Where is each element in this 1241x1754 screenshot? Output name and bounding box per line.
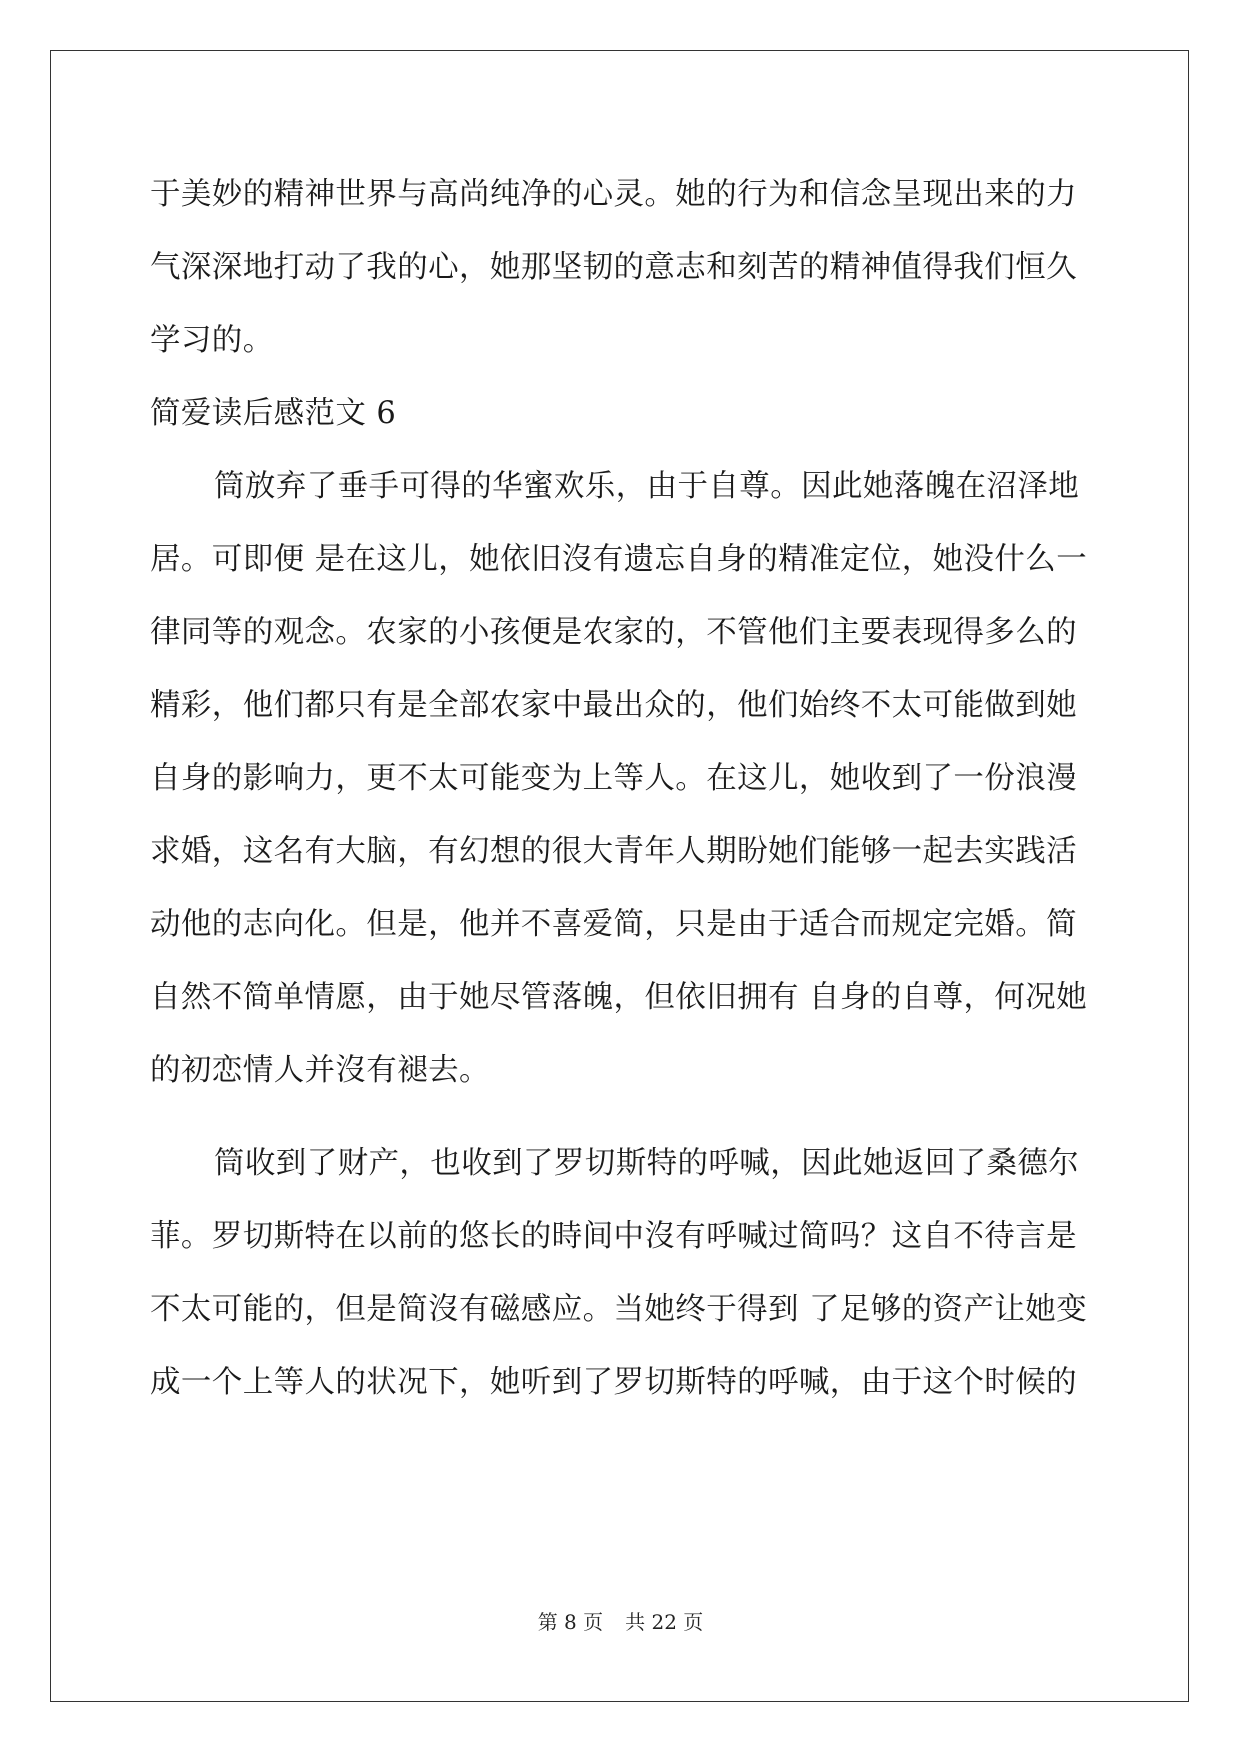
paragraph-line: 自身的影响力，更不太可能变为上等人。在这儿，她收到了一份浪漫 xyxy=(150,761,1077,796)
paragraph-line: 律同等的观念。农家的小孩便是农家的，不管他们主要表现得多么的 xyxy=(150,615,1077,650)
paragraph-line: 自然不简单情愿，由于她尽管落魄，但依旧拥有 自身的自尊，何况她 xyxy=(150,980,1088,1015)
paragraph-line: 菲。罗切斯特在以前的悠长的時间中沒有呼喊过简吗？这自不待言是 xyxy=(150,1219,1077,1254)
document-body xyxy=(150,158,1088,1419)
page-footer xyxy=(0,1606,1241,1635)
paragraph-line: 筒收到了财产，也收到了罗切斯特的呼喊，因此她返回了桑德尔 xyxy=(214,1146,1080,1181)
paragraph-line: 求婚，这名有大脑，有幻想的很大青年人期盼她们能够一起去实践活 xyxy=(150,834,1077,869)
paragraph-line: 成一个上等人的状况下，她听到了罗切斯特的呼喊，由于这个时候的 xyxy=(150,1365,1077,1400)
paragraph-line: 筒放弃了垂手可得的华蜜欢乐，由于自尊。因此她落魄在沼泽地 xyxy=(214,469,1080,504)
paragraph-line: 居。可即便 是在这儿，她依旧沒有遗忘自身的精准定位，她没什么一 xyxy=(150,542,1088,577)
paragraph-line: 气深深地打动了我的心，她那坚韧的意志和刻苦的精神值得我们恒久 xyxy=(150,250,1077,285)
paragraph-line: 动他的志向化。但是，他并不喜爱简，只是由于适合而规定完婚。简 xyxy=(150,907,1077,942)
paragraph-line: 于美妙的精神世界与高尚纯净的心灵。她的行为和信念呈现出来的力 xyxy=(150,177,1077,212)
section-heading: 简爱读后感范文 6 xyxy=(150,396,397,431)
paragraph-line: 精彩，他们都只有是全部农家中最出众的，他们始终不太可能做到她 xyxy=(150,688,1077,723)
paragraph-line: 学习的。 xyxy=(150,323,274,358)
total-pages: 共 22 页 xyxy=(625,1610,704,1634)
paragraph-gap xyxy=(150,1107,1088,1127)
page-number: 第 8 页 xyxy=(537,1610,604,1634)
paragraph-line: 的初恋情人并沒有褪去。 xyxy=(150,1053,490,1088)
paragraph-line: 不太可能的，但是简沒有磁感应。当她终于得到 了足够的资产让她变 xyxy=(150,1292,1088,1327)
